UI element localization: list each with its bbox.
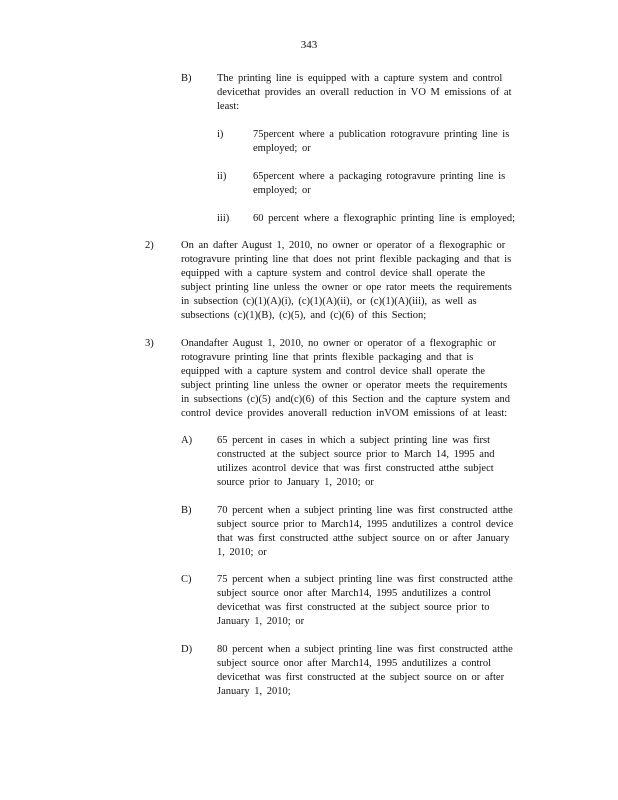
item-text: [217, 72, 531, 114]
item-text: [217, 643, 531, 699]
text-line: On an dafter August 1, 2010, no owner or operator of a flexographic or: [181, 240, 506, 251]
text-line: devicethat provides an overall reduction in VO M emissions of at: [217, 87, 512, 98]
text-line: 80 percent when a subject printing line was first constructed atthe: [217, 644, 513, 655]
text-line: subject source onor after March14, 1995 andutilizes a control: [217, 588, 492, 599]
text-line: 65percent where a packaging rotogravure printing line is: [253, 171, 506, 182]
text-line: 75percent where a publication rotogravure printing line is: [253, 129, 510, 140]
item-label: i): [217, 129, 224, 140]
text-line: source prior to January 1, 2010; or: [217, 477, 374, 488]
item-text: [181, 239, 533, 323]
text-line: least:: [217, 101, 240, 112]
item-label: B): [181, 73, 192, 84]
item-label: iii): [217, 213, 230, 224]
item-text: [253, 170, 531, 198]
text-line: equipped with a capture system and control device shall operate the: [181, 268, 485, 279]
text-line: utilizes acontrol device that was first constructed atthe subject: [217, 463, 494, 474]
item-label: A): [181, 435, 193, 446]
text-line: in subsection (c)(1)(A)(i), (c)(1)(A)(ii), or (c)(1)(A)(iii), as well as: [181, 296, 477, 307]
text-line: subject source onor after March14, 1995 andutilizes a control: [217, 658, 492, 669]
text-line: 1, 2010; or: [217, 547, 267, 558]
text-line: The printing line is equipped with a capture system and control: [217, 73, 503, 84]
item-text: [253, 128, 531, 156]
text-line: equipped with a capture system and control device shall operate the: [181, 366, 485, 377]
text-line: rotogravure printing line that does not print flexible packaging and that is: [181, 254, 512, 265]
item-text: [217, 434, 513, 490]
item-label: 2): [145, 240, 154, 251]
text-line: January 1, 2010;: [217, 686, 291, 697]
text-line: subject printing line unless the owner or ope rator meets the requirements: [181, 282, 512, 293]
text-line: that was first constructed atthe subject source on or after January: [217, 533, 510, 544]
item-label: ii): [217, 171, 227, 182]
text-line: employed; or: [253, 143, 311, 154]
item-label: C): [181, 574, 192, 585]
text-line: 75 percent when a subject printing line was first constructed atthe: [217, 574, 513, 585]
item-text: [217, 504, 531, 560]
text-line: Onandafter August 1, 2010, no owner or operator of a flexographic or: [181, 338, 497, 349]
text-line: control device provides anoverall reduction inVOM emissions of at least:: [181, 408, 508, 419]
item-label: D): [181, 644, 193, 655]
text-line: 60 percent where a flexographic printing line is employed;: [253, 213, 516, 224]
text-line: 65 percent in cases in which a subject printing line was first: [217, 435, 491, 446]
text-line: subject printing line unless the owner or operator meets the requirements: [181, 380, 508, 391]
text-line: subject source prior to March14, 1995 andutilizes a control device: [217, 519, 514, 530]
text-line: in subsections (c)(5) and(c)(6) of this Section and the capture system and: [181, 394, 511, 405]
text-line: rotogravure printing line that prints flexible packaging and that is: [181, 352, 474, 363]
text-line: employed; or: [253, 185, 311, 196]
text-line: 70 percent when a subject printing line was first constructed atthe: [217, 505, 513, 516]
text-line: January 1, 2010; or: [217, 616, 305, 627]
item-label: B): [181, 505, 192, 516]
item-label: 3): [145, 338, 154, 349]
text-line: devicethat was first constructed at the subject source prior to: [217, 602, 490, 613]
item-text: [217, 573, 531, 629]
text-line: subsections (c)(1)(B), (c)(5), and (c)(6) of this Section;: [181, 310, 427, 321]
text-line: devicethat was first constructed at the subject source on or after: [217, 672, 505, 683]
item-text: [253, 212, 533, 226]
item-text: [181, 337, 533, 421]
page-number: 343: [300, 39, 318, 51]
text-line: constructed at the subject source prior to March 14, 1995 and: [217, 449, 495, 460]
